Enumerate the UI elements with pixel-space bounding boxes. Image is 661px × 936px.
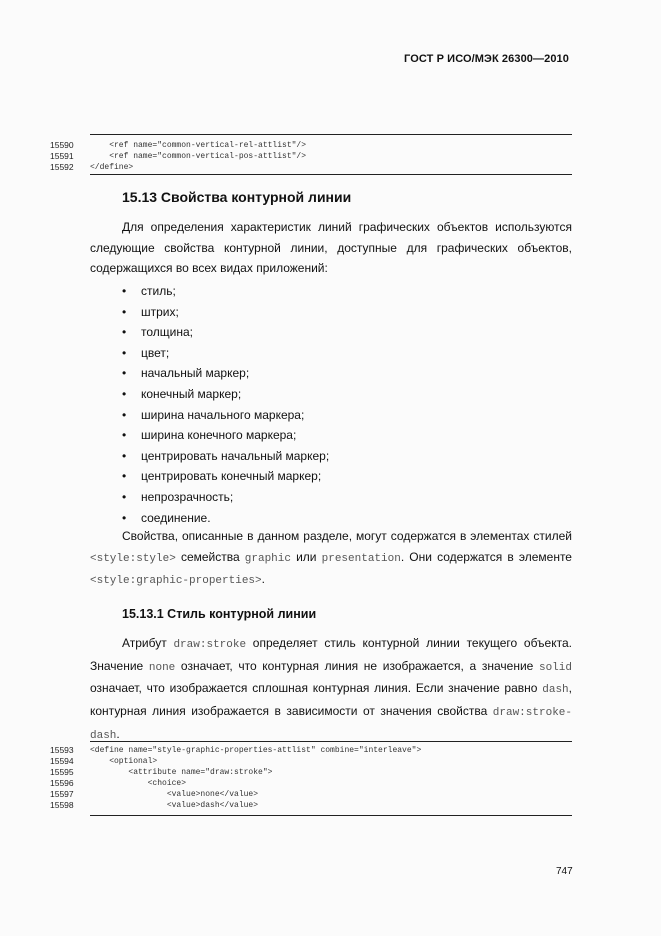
line-number: 15594 — [50, 756, 74, 766]
code-text: <optional> — [90, 757, 158, 766]
list-item: • непрозрачность; — [122, 489, 234, 504]
code-line — [50, 140, 572, 151]
code-text: <define name="style-graphic-properties-attlist" combine="interleave"> — [90, 746, 422, 755]
list-item: • начальный маркер; — [122, 366, 250, 381]
code-line — [50, 789, 572, 800]
code-block-bottom — [50, 741, 572, 816]
code-line — [50, 151, 572, 162]
line-number: 15595 — [50, 767, 74, 777]
code-text: <value>dash</value> — [90, 801, 259, 810]
list-item: • штрих; — [122, 304, 179, 319]
code-text: </define> — [90, 163, 134, 172]
list-item: • толщина; — [122, 325, 193, 340]
page-number: 747 — [556, 866, 573, 877]
list-item: • цвет; — [122, 345, 170, 360]
line-number: 15593 — [50, 745, 74, 755]
subsection-paragraph: Атрибут draw:stroke определяет стиль контурной линии текущего объекта. Значение none означает, что контурная линия не изображается, а значение solid означает, что изображается сплошная контурная линия. Если значение равно dash, контурная линия изображается в зависимости от значения свойства draw:stroke-dash. — [90, 636, 572, 742]
properties-list — [90, 281, 329, 528]
code-line — [50, 162, 572, 173]
line-number: 15590 — [50, 140, 74, 150]
code-line — [50, 800, 572, 811]
standard-header: ГОСТ Р ИСО/МЭК 26300—2010 — [404, 53, 569, 65]
code-text: <ref name="common-vertical-rel-attlist"/> — [90, 141, 307, 150]
code-line — [50, 756, 572, 767]
code-block-top — [50, 134, 572, 175]
section-intro: Для определения характеристик линий графических объектов используются следующие свойства контурной линии, доступные для графических объектов, содержащихся во всех видах приложений: — [90, 220, 572, 276]
list-item: • центрировать начальный маркер; — [122, 448, 330, 463]
code-line — [50, 778, 572, 789]
code-text: <ref name="common-vertical-pos-attlist"/> — [90, 152, 307, 161]
line-number: 15592 — [50, 162, 74, 172]
code-line — [50, 745, 572, 756]
section-outro: Свойства, описанные в данном разделе, могут содержатся в элементах стилей <style:style> семейства graphic или presentation. Они содержатся в элементе <style:graphic-properties>. — [90, 529, 572, 588]
list-item: • ширина начального маркера; — [122, 407, 305, 422]
list-item: • конечный маркер; — [122, 386, 242, 401]
list-item: • соединение. — [122, 510, 211, 525]
list-item: • стиль; — [122, 284, 176, 298]
section-title: 15.13 Свойства контурной линии — [122, 189, 352, 205]
code-text: <choice> — [90, 779, 187, 788]
code-text: <attribute name="draw:stroke"> — [90, 768, 273, 777]
subsection-title: 15.13.1 Стиль контурной линии — [122, 607, 317, 621]
line-number: 15596 — [50, 778, 74, 788]
list-item: • ширина конечного маркера; — [122, 428, 297, 443]
line-number: 15598 — [50, 800, 74, 810]
code-bottom-rule — [90, 815, 572, 816]
list-item: • центрировать конечный маркер; — [122, 469, 322, 484]
code-top-rule — [90, 134, 572, 135]
code-line — [50, 767, 572, 778]
code-text: <value>none</value> — [90, 790, 259, 799]
line-number: 15597 — [50, 789, 74, 799]
line-number: 15591 — [50, 151, 74, 161]
code-bottom-rule — [90, 174, 572, 175]
code-top-rule — [90, 741, 572, 742]
